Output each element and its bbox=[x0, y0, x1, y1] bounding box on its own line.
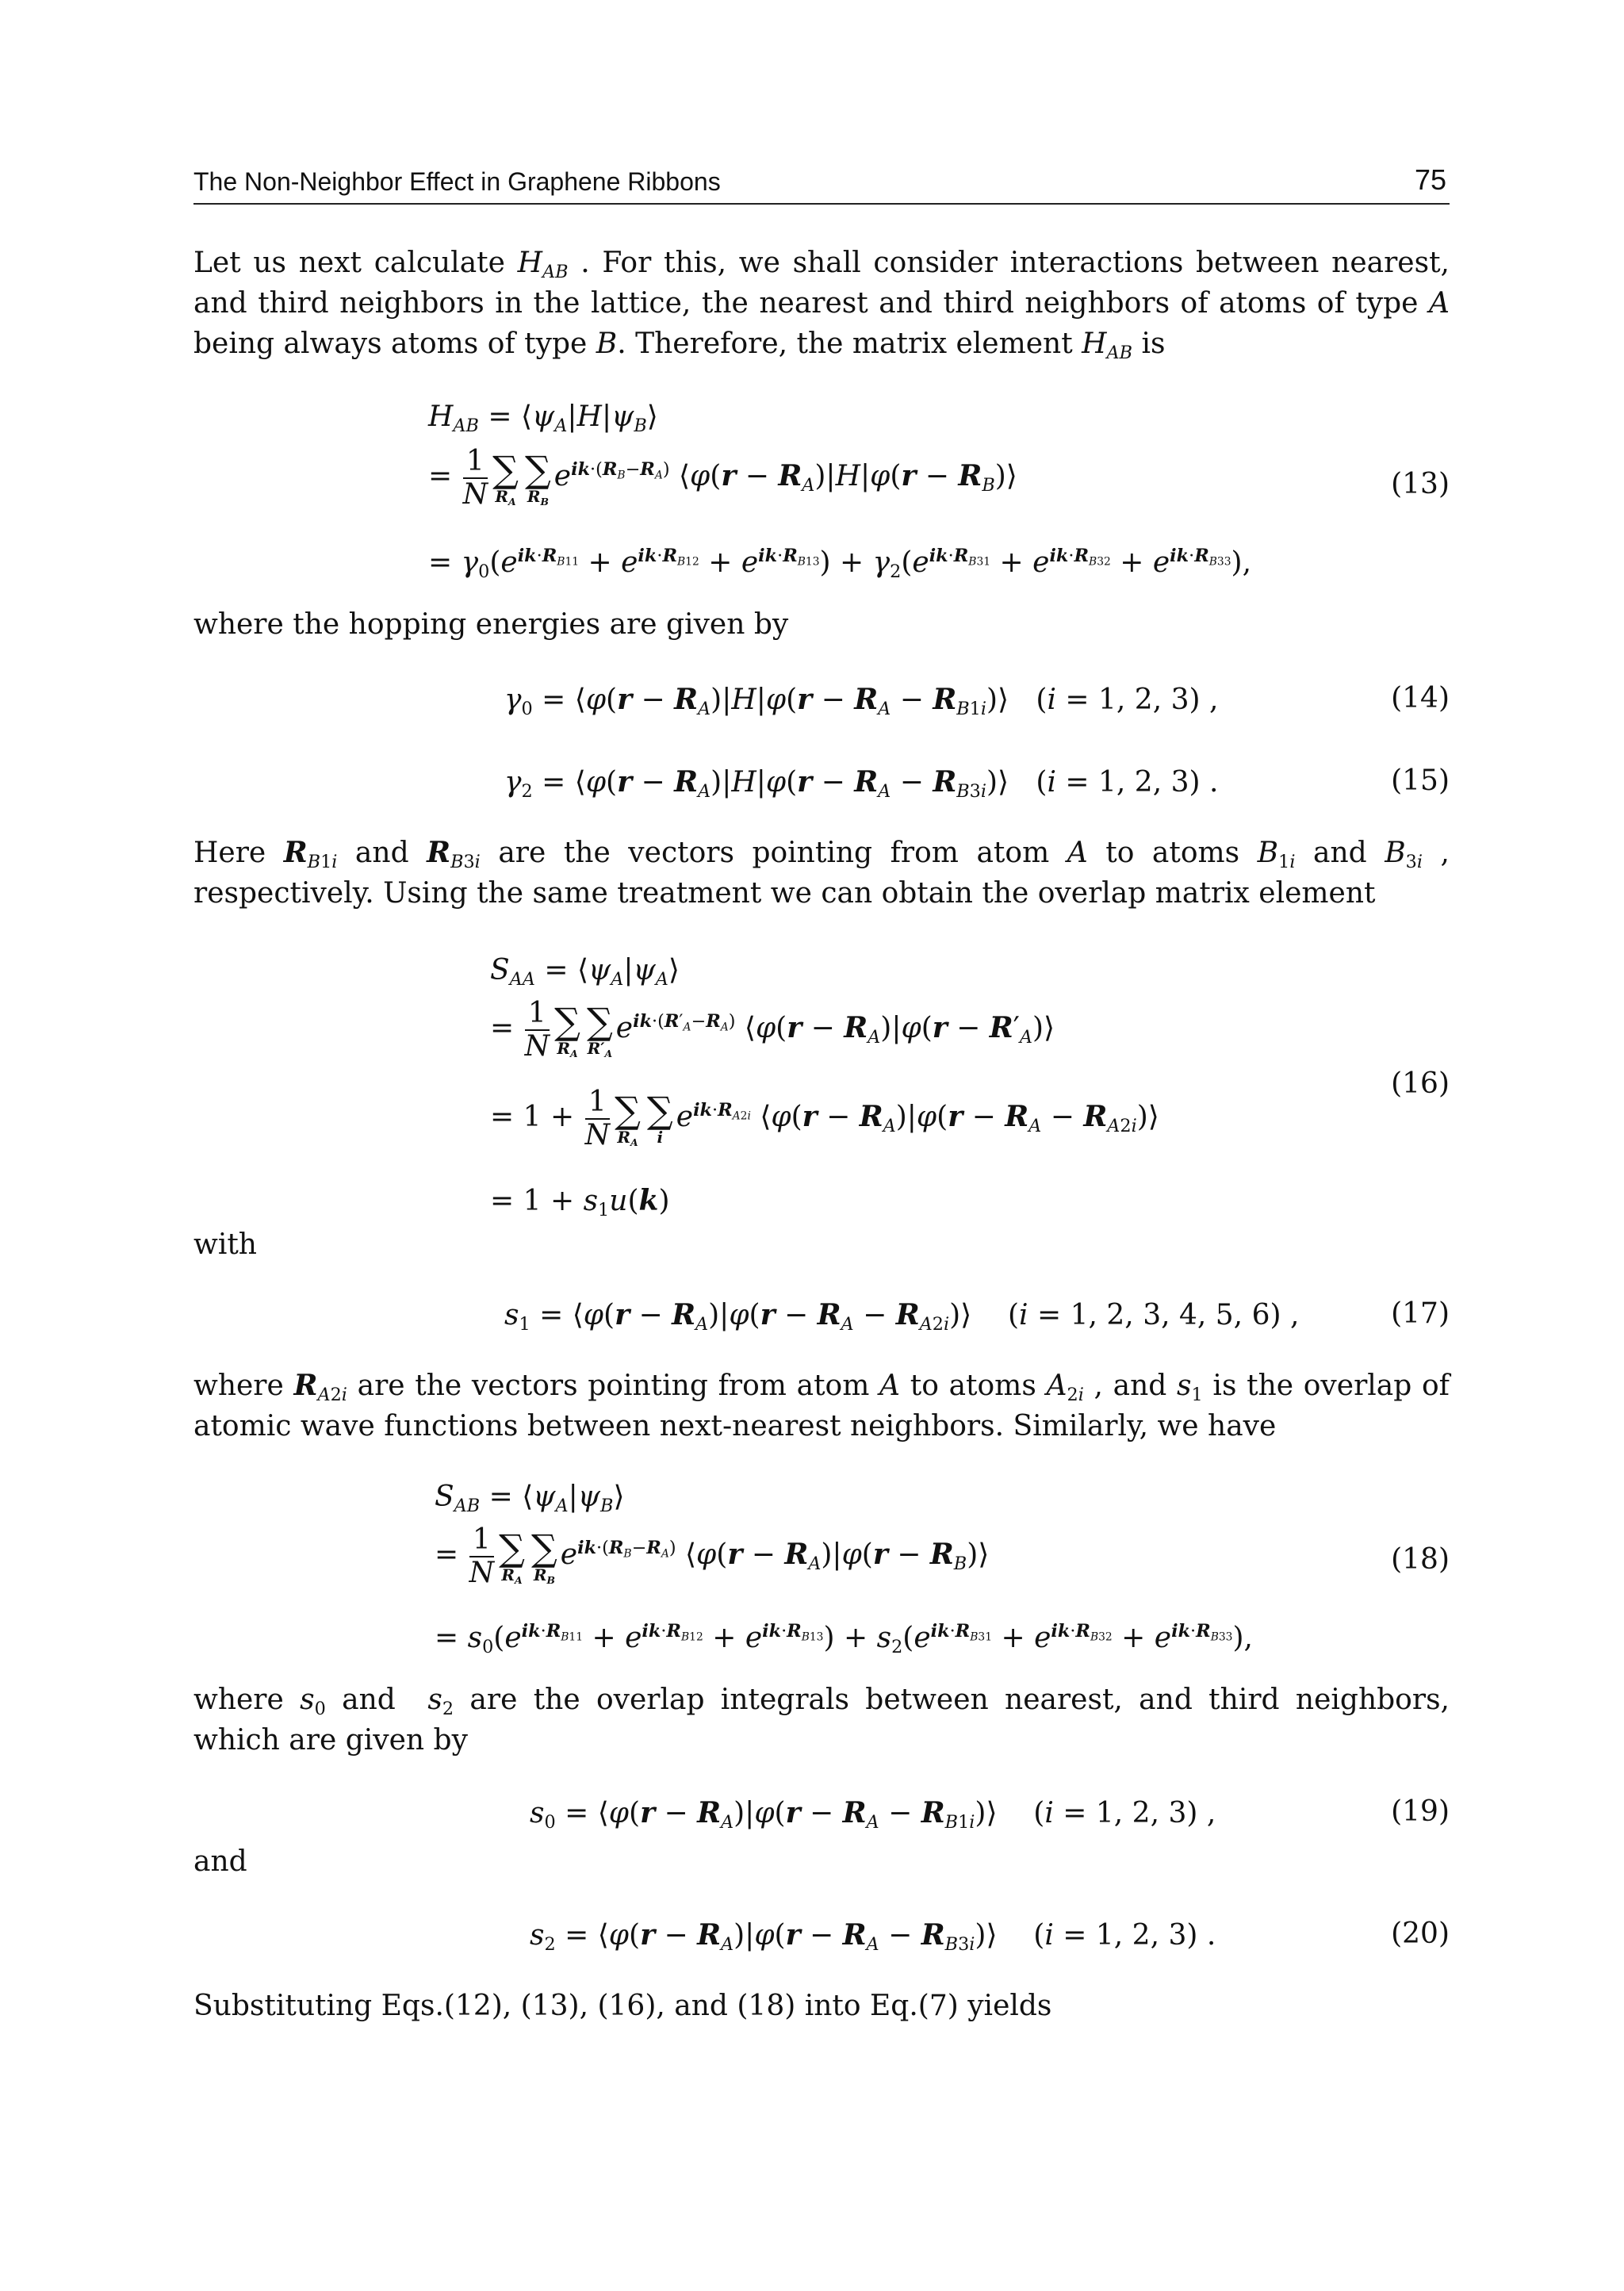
equation-number-15: (15) bbox=[1391, 764, 1450, 797]
paragraph-3: Here $R_{B1i}$ and $R_{B3i}$ are the vectors pointing from atom A to atoms $B_{1i}$ and $B_{3i}$ , respectively. Using the same treatment we can obtain the overlap matrix element bbox=[193, 836, 1450, 910]
page-number: 75 bbox=[1414, 163, 1446, 196]
running-title: The Non-Neighbor Effect in Graphene Ribbons bbox=[193, 167, 721, 196]
paragraph-4: with bbox=[193, 1228, 257, 1261]
paragraph-6: where $s_0$ and $s_2$ are the overlap integrals between nearest, and third neighbors, which are given by bbox=[193, 1684, 1450, 1757]
running-head bbox=[193, 162, 1450, 205]
paragraph-8: Substituting Eqs.(12), (13), (16), and (18) into Eq.(7) yields bbox=[193, 1990, 1052, 2022]
equation-number-13: (13) bbox=[1391, 468, 1450, 500]
equation-number-14: (14) bbox=[1391, 682, 1450, 715]
document-page: The Non-Neighbor Effect in Graphene Ribbons 75 Let us next calculate $H_{AB}$ . For this, we shall consider interactions between nearest, and third neighbors in the lattice, the nearest and third neighbors of atoms of type A being always atoms of type B. Therefore, the matrix element $H_{AB}$ is $H_{AB}$ = $⟨\psi_A|H|\psi_B⟩$ = $\frac{1}{N}$ ∑ $R_A$ ∑ $R_B$ $e^{ik\cdot(R_B-R_A)}$ ⟨φ(r − $R_A)|H|\varphi(r$ − $R_B)⟩$ = $\gamma_0(e^{ik\cdot R_{B11}} + e^{ik\cdot R_{B12}} + e^{ik\cdot R_{B13}}) + \gamma_2(e^{ik\cdot R_{B31}} + e^{ik\cdot R_{B32}} + e^{ik\cdot R_{B33}})$, (13) where the hopping energies are given by $\gamma_0$ = ⟨φ(r − $R_A)|H|\varphi(r - R_A$ − $R_{B1i})⟩$ (i = 1, 2, 3) , (14) $\gamma_2$ = ⟨φ(r − $R_A)|H|\varphi(r - R_A$ − $R_{B3i})⟩$ (i = 1, 2, 3) . (15) Here $R_{B1i}$ and $R_{B3i}$ are the vectors pointing from atom A to atoms $B_{1i}$ and $B_{3i}$ , respectively. Using the same treatment we can obtain the overlap matrix element $S_{AA}$ = $⟨\psi_A|\psi_A⟩$ = $\frac{1}{N}$ ∑ $R_A$ ∑ $R'_A$ $e^{ik\cdot(R'_A-R_A)}$ ⟨φ(r − $R_A)|\varphi(r$ − $R'_A)⟩$ = 1 + $\frac{1}{N}$ ∑ $R_A$ ∑ i $e^{ik\cdot R_{A2i}}$ ⟨φ(r − $R_A)|\varphi(r - R_A$ − $R_{A2i})⟩$ = $1 + s_1u(k)$ (16) with $s_1$ = ⟨φ(r − $R_A)|\varphi(r - R_A$ − $R_{A2i})⟩$ (i = 1, 2, 3, 4, 5, 6) , (17) where $R_{A2i}$ are the vectors pointing from atom A to atoms $A_{2i}$ , and $s_1$ is the overlap of atomic wave functions between next-nearest neighbors. Similarly, we have $S_{AB}$ = $⟨\psi_A|\psi_B⟩$ = $\frac{1}{N}$ ∑ $R_A$ ∑ $R_B$ $e^{ik\cdot(R_B-R_A)}$ ⟨φ(r − $R_A)|\varphi(r$ − $R_B)⟩$ = $s_0(e^{ik\cdot R_{B11}} + e^{ik\cdot R_{B12}} + e^{ik\cdot R_{B13}}) + s_2(e^{ik\cdot R_{B31}} + e^{ik\cdot R_{B32}} + e^{ik\cdot R_{B33}})$, (18) where $s_0$ and $s_2$ are the overlap integrals between nearest, and third neighbors, which are given by $s_0$ = ⟨φ(r − $R_A)|\varphi(r - R_A$ − $R_{B1i})⟩$ (i = 1, 2, 3) , (19) and $s_2$ = ⟨φ(r − $R_A)|\varphi(r - R_A$ − $R_{B3i})⟩$ (i = 1, 2, 3) . (20) Substituting Eqs.(12), (13), (16), and (18) into Eq.(7) yields bbox=[0, 0, 1624, 2291]
equation-number-19: (19) bbox=[1391, 1795, 1450, 1828]
equation-number-17: (17) bbox=[1391, 1297, 1450, 1330]
equation-number-20: (20) bbox=[1391, 1917, 1450, 1950]
paragraph-7: and bbox=[193, 1845, 247, 1878]
equation-number-18: (18) bbox=[1391, 1543, 1450, 1576]
paragraph-2: where the hopping energies are given by bbox=[193, 608, 789, 641]
paragraph-1: Let us next calculate $H_{AB}$ . For this, we shall consider interactions between nearest, and third neighbors in the lattice, the nearest and third neighbors of atoms of type A being always atoms of type B. Therefore, the matrix element $H_{AB}$ is bbox=[193, 247, 1450, 364]
paragraph-5: where $R_{A2i}$ are the vectors pointing from atom A to atoms $A_{2i}$ , and $s_1$ is the overlap of atomic wave functions between next-nearest neighbors. Similarly, we have bbox=[193, 1369, 1450, 1442]
equation-number-16: (16) bbox=[1391, 1067, 1450, 1100]
